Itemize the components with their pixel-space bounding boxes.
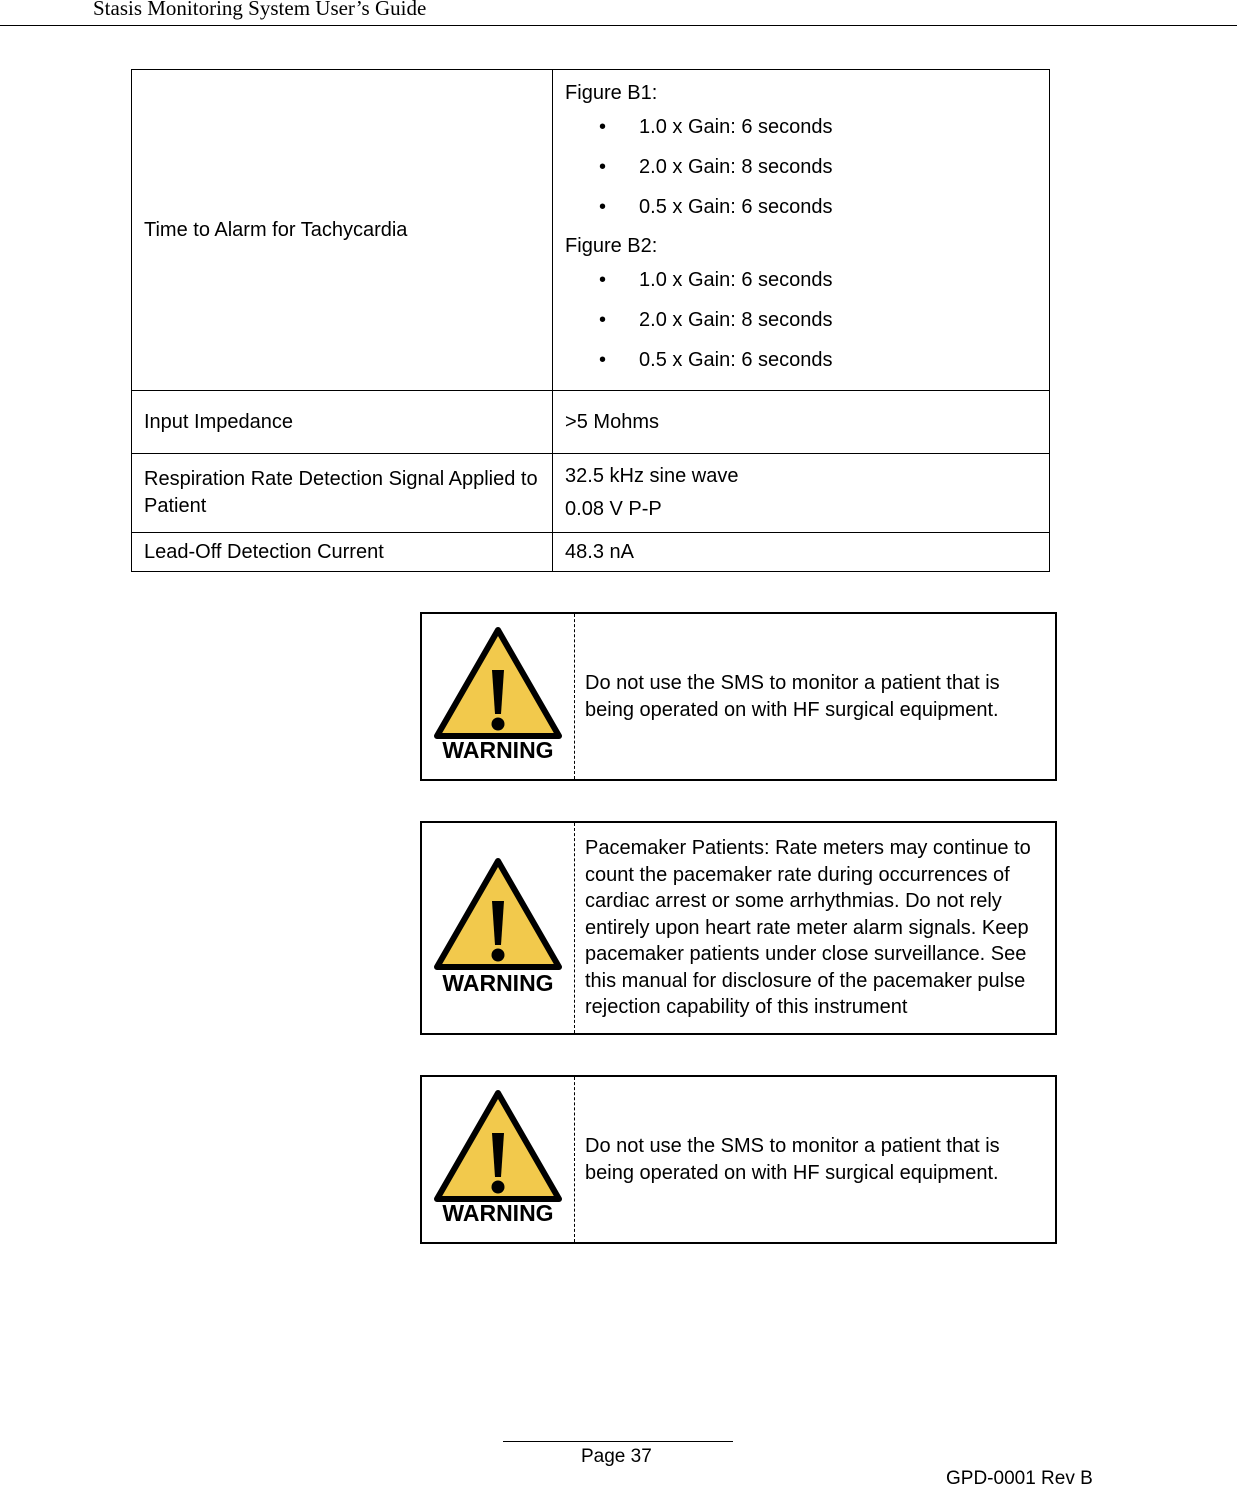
specifications-table xyxy=(131,69,1050,572)
footer-divider xyxy=(503,1441,733,1442)
warning-triangle-icon xyxy=(433,626,563,740)
list-item: • 0.5 x Gain: 6 seconds xyxy=(565,340,1037,380)
lead-off-label: Lead-Off Detection Current xyxy=(132,533,553,572)
warning-label: WARNING xyxy=(442,970,554,996)
table-row xyxy=(132,454,1050,533)
tachycardia-values xyxy=(553,70,1050,391)
list-item: • 1.0 x Gain: 6 seconds xyxy=(565,260,1037,300)
warning-triangle-icon xyxy=(433,857,563,971)
table-row xyxy=(132,391,1050,454)
warning-triangle-icon xyxy=(433,1089,563,1203)
warning-box xyxy=(420,612,1057,781)
warning-box xyxy=(420,821,1057,1035)
document-id: GPD-0001 Rev B xyxy=(946,1468,1093,1489)
page-header: Stasis Monitoring System User’s Guide xyxy=(93,0,427,20)
warning-box xyxy=(420,1075,1057,1244)
figure-b2-title: Figure B2: xyxy=(565,235,658,257)
warning-text: Do not use the SMS to monitor a patient that is being operated on with HF surgical equipment. xyxy=(585,1135,1000,1184)
respiration-value xyxy=(553,454,1050,533)
warning-label: WARNING xyxy=(442,737,554,763)
respiration-amplitude: 0.08 V P-P xyxy=(565,498,662,520)
table-row xyxy=(132,70,1050,391)
list-item: • 2.0 x Gain: 8 seconds xyxy=(565,147,1037,187)
warning-text: Pacemaker Patients: Rate meters may continue to count the pacemaker rate during occurrences of cardiac arrest or some arrhythmias. Do not rely entirely upon heart rate meter alarm signals. Keep pacemaker patients under close surveillance. See this manual for disclosure of the pacemaker pulse rejection capability of this instrument xyxy=(585,837,1031,1019)
tachycardia-label: Time to Alarm for Tachycardia xyxy=(132,70,553,391)
list-item: • 2.0 x Gain: 8 seconds xyxy=(565,300,1037,340)
list-item: • 0.5 x Gain: 6 seconds xyxy=(565,187,1037,227)
warning-text: Do not use the SMS to monitor a patient that is being operated on with HF surgical equipment. xyxy=(585,672,1000,721)
input-impedance-label: Input Impedance xyxy=(132,391,553,454)
respiration-frequency: 32.5 kHz sine wave xyxy=(565,465,739,487)
figure-b1-title: Figure B1: xyxy=(565,82,658,104)
list-item: • 1.0 x Gain: 6 seconds xyxy=(565,107,1037,147)
input-impedance-value: >5 Mohms xyxy=(553,391,1050,454)
page-number: Page 37 xyxy=(581,1446,652,1467)
warning-label: WARNING xyxy=(442,1200,554,1226)
table-row xyxy=(132,533,1050,572)
warning-icon-column xyxy=(422,614,575,779)
lead-off-value: 48.3 nA xyxy=(553,533,1050,572)
respiration-label: Respiration Rate Detection Signal Applied to Patient xyxy=(132,454,553,533)
header-divider xyxy=(0,25,1237,26)
warning-icon-column xyxy=(422,823,575,1033)
warning-icon-column xyxy=(422,1077,575,1242)
